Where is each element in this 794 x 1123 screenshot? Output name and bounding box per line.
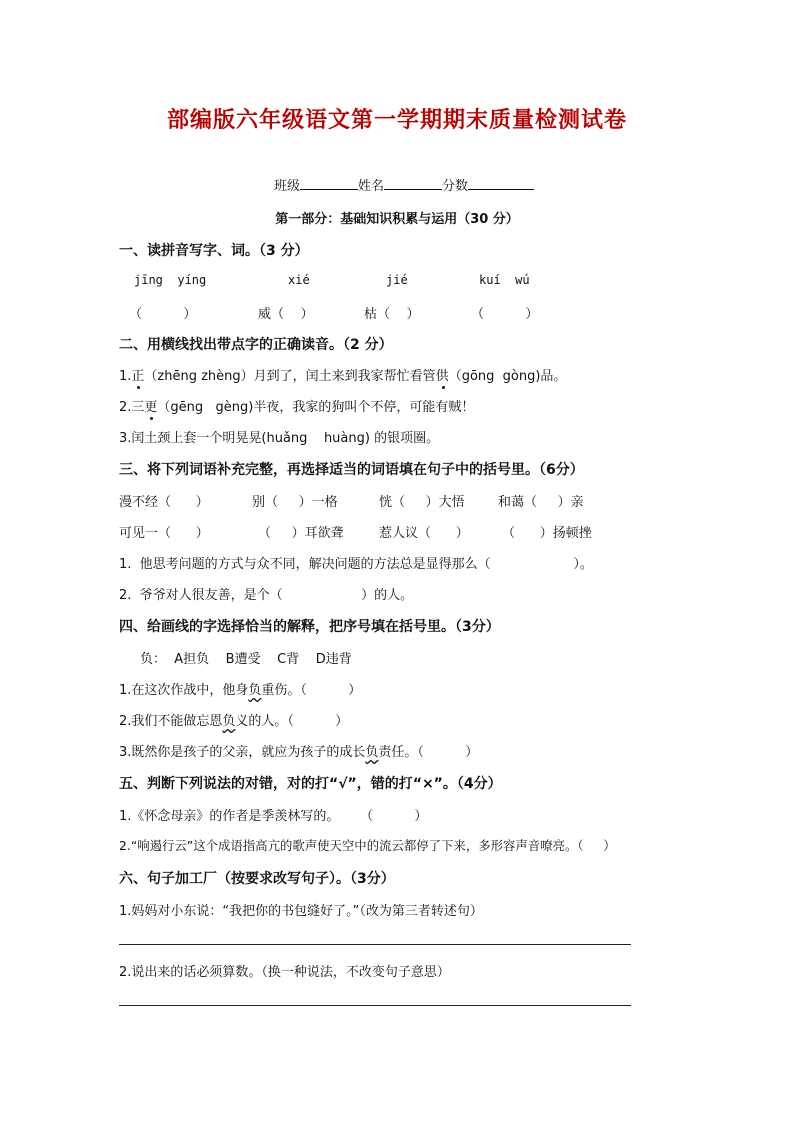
page-title: 部编版六年级语文第一学期期末质量检测试卷 — [166, 108, 627, 133]
question-2-2: 2.三更（gēng gèng)半夜，我家的狗叫个不停，可能有贼！ — [119, 400, 475, 415]
answer-blank-2[interactable]: 威（ ） — [258, 307, 314, 322]
question-4-2[interactable]: 2.我们不能做忘恩负义的人。（ ） — [119, 714, 349, 729]
question-3-1[interactable]: 1. 他思考问题的方式与众不同，解决问题的方法总是显得那么（ ）。 — [119, 557, 593, 572]
definition-options: 负： A担负 B遭受 C背 D违背 — [140, 652, 352, 667]
answer-blank-3[interactable]: 枯（ ） — [364, 307, 420, 322]
pinyin-3: jié — [386, 273, 408, 287]
section-5-heading: 五、判断下列说法的对错，对的打“√”，错的打“×”。（4分） — [119, 776, 502, 792]
student-info-line — [274, 175, 534, 194]
name-label: 姓名 — [358, 179, 385, 194]
section-2-heading: 二、用横线找出带点字的正确读音。（2 分） — [119, 337, 393, 353]
underlined-char: 负 — [365, 745, 379, 760]
idiom-5[interactable]: 可见一（ ） — [119, 526, 209, 541]
idiom-8[interactable]: （ ）扬顿挫 — [502, 526, 592, 541]
idiom-6[interactable]: （ ）耳欲聋 — [258, 526, 344, 541]
answer-blank-1[interactable]: （ ） — [129, 307, 197, 322]
idiom-1[interactable]: 漫不经（ ） — [119, 495, 209, 510]
question-2-1: 1.正（zhēng zhèng）月到了，闰土来到我家帮忙看管供（gōng gòng)品。 — [119, 369, 567, 384]
question-6-2: 2.说出来的话必须算数。（换一种说法，不改变句子意思） — [119, 965, 450, 980]
class-label: 班级 — [274, 179, 301, 194]
idiom-7[interactable]: 惹人议（ ） — [379, 526, 469, 541]
answer-line-6-1[interactable] — [119, 944, 631, 945]
question-4-3[interactable]: 3.既然你是孩子的父亲，就应为孩子的成长负责任。（ ） — [119, 745, 479, 760]
underlined-char: 负 — [248, 683, 262, 698]
score-blank[interactable] — [468, 177, 534, 190]
pinyin-2: xié — [288, 273, 310, 287]
dotted-char: 供 — [435, 369, 449, 384]
class-blank[interactable] — [300, 177, 358, 190]
part-one-heading: 第一部分：基础知识积累与运用（30 分） — [275, 212, 519, 227]
section-4-heading: 四、给画线的字选择恰当的解释，把序号填在括号里。（3分） — [119, 619, 500, 635]
section-1-heading: 一、读拼音写字、词。（3 分） — [119, 243, 309, 259]
section-6-heading: 六、句子加工厂（按要求改写句子）。（3分） — [119, 871, 395, 887]
score-label: 分数 — [442, 179, 469, 194]
name-blank[interactable] — [384, 177, 442, 190]
question-3-2[interactable]: 2. 爷爷对人很友善，是个（ ）的人。 — [119, 588, 414, 603]
idiom-4[interactable]: 和蔼（ ）亲 — [498, 495, 584, 510]
pinyin-1: jīng yíng — [134, 273, 207, 287]
question-6-1: 1.妈妈对小东说：“我把你的书包缝好了。”（改为第三者转述句） — [119, 904, 483, 919]
idiom-2[interactable]: 别（ ）一格 — [252, 495, 338, 510]
dotted-char: 正 — [131, 369, 145, 384]
pinyin-4: kuí wú — [479, 273, 530, 287]
question-2-3: 3.闰土颈上套一个明晃晃(huǎng huàng) 的银项圈。 — [119, 431, 440, 446]
answer-blank-4[interactable]: （ ） — [471, 307, 539, 322]
answer-line-6-2[interactable] — [119, 1005, 631, 1006]
dotted-char: 更 — [144, 400, 158, 415]
question-4-1[interactable]: 1.在这次作战中，他身负重伤。（ ） — [119, 683, 362, 698]
section-3-heading: 三、将下列词语补充完整，再选择适当的词语填在句子中的括号里。（6分） — [119, 462, 584, 478]
idiom-3[interactable]: 恍（ ）大悟 — [379, 495, 465, 510]
question-5-2[interactable]: 2.“响遏行云”这个成语指高亢的歌声使天空中的流云都停了下来，多形容声音嘹亮。（ ） — [119, 838, 616, 853]
question-5-1[interactable]: 1.《怀念母亲》的作者是季羡林写的。 （ ） — [119, 809, 428, 824]
underlined-char: 负 — [222, 714, 236, 729]
